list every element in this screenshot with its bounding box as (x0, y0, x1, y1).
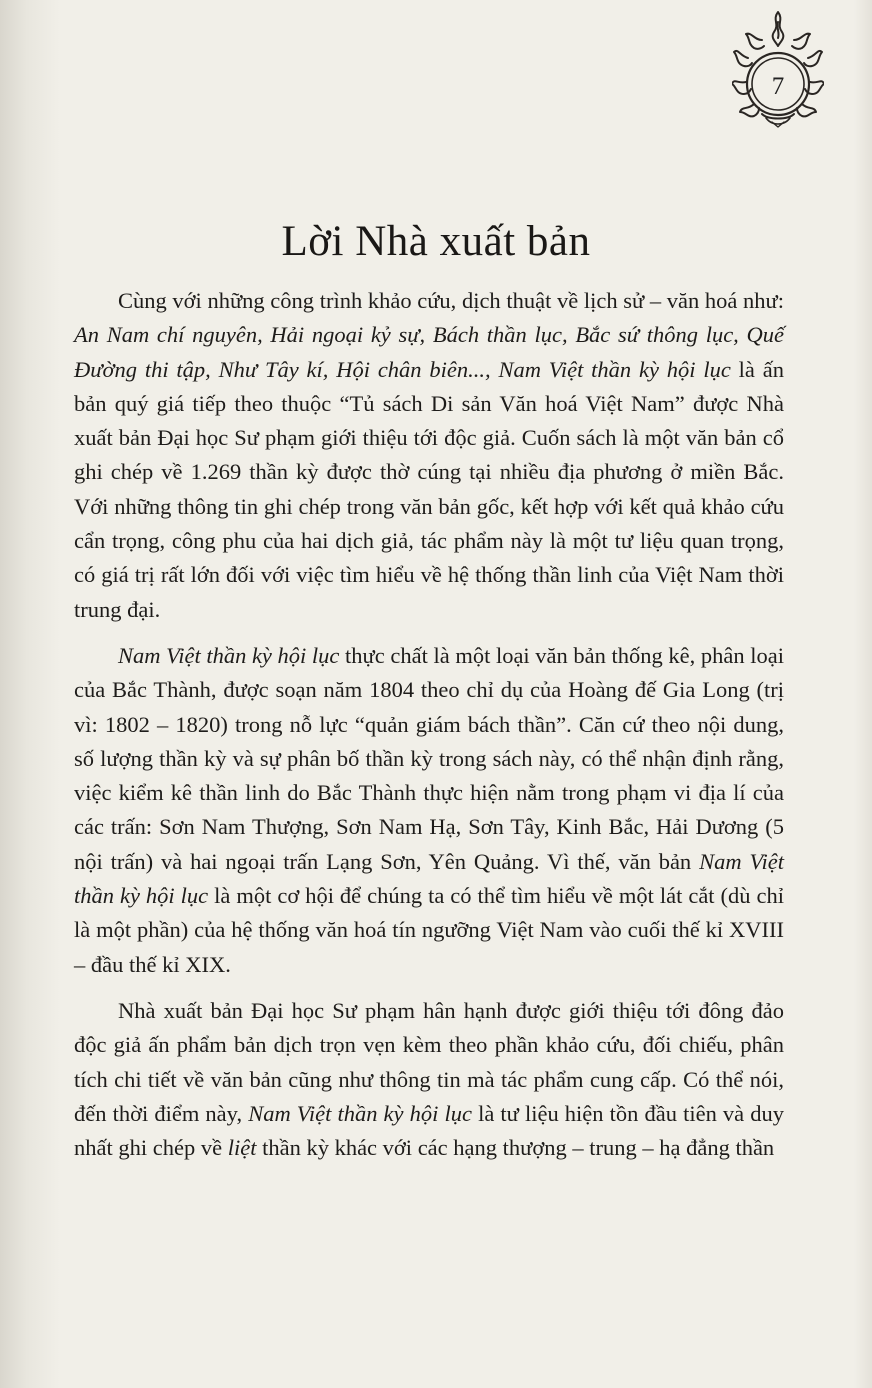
flame-ornament-icon (732, 10, 824, 128)
paragraph-1: Cùng với những công trình khảo cứu, dịch thuật về lịch sử – văn hoá như: An Nam chí nguyên, Hải ngoại kỷ sự, Bách thần lục, Bắc sứ thông lục, Quế Đường thi tập, Như Tây kí, Hội chân biên..., Nam Việt thần kỳ hội lục là ấn bản quý giá tiếp theo thuộc “Tủ sách Di sản Văn hoá Việt Nam” được Nhà xuất bản Đại học Sư phạm giới thiệu tới độc giả. Cuốn sách là một văn bản cổ ghi chép về 1.269 thần kỳ được thờ cúng tại nhiều địa phương ở miền Bắc. Với những thông tin ghi chép trong văn bản gốc, kết hợp với kết quả khảo cứu cẩn trọng, công phu của hai dịch giả, tác phẩm này là một tư liệu quan trọng, có giá trị rất lớn đối với việc tìm hiểu về hệ thống thần linh của Việt Nam thời trung đại. (74, 288, 784, 622)
page-edge-shadow (854, 0, 872, 1388)
page-number: 7 (771, 73, 785, 100)
page-gutter-shadow (0, 0, 60, 1388)
paragraph-2: Nam Việt thần kỳ hội lục thực chất là một loại văn bản thống kê, phân loại của Bắc Thành, được soạn năm 1804 theo chỉ dụ của Hoàng đế Gia Long (trị vì: 1802 – 1820) trong nỗ lực “quản giám bách thần”. Căn cứ theo nội dung, số lượng thần kỳ và sự phân bố thần kỳ trong sách này, có thể nhận định rằng, việc kiểm kê thần linh do Bắc Thành thực hiện nằm trong phạm vi địa lí của các trấn: Sơn Nam Thượng, Sơn Nam Hạ, Sơn Tây, Kinh Bắc, Hải Dương (5 nội trấn) và hai ngoại trấn Lạng Sơn, Yên Quảng. Vì thế, văn bản Nam Việt thần kỳ hội lục là một cơ hội để chúng ta có thể tìm hiểu về một lát cắt (dù chỉ là một phần) của hệ thống văn hoá tín ngưỡng Việt Nam vào cuối thế kỉ XVIII – đầu thế kỉ XIX. (74, 642, 785, 977)
body-text (74, 284, 784, 1165)
page-title: Lời Nhà xuất bản (281, 218, 591, 265)
paragraph-3: Nhà xuất bản Đại học Sư phạm hân hạnh được giới thiệu tới đông đảo độc giả ấn phẩm bản dịch trọn vẹn kèm theo phần khảo cứu, đối chiếu, phân tích chi tiết về văn bản cũng như thông tin mà tác phẩm cung cấp. Có thể nói, đến thời điểm này, Nam Việt thần kỳ hội lục là tư liệu hiện tồn đầu tiên và duy nhất ghi chép về liệt thần kỳ khác với các hạng thượng – trung – hạ đẳng thần (74, 997, 785, 1161)
